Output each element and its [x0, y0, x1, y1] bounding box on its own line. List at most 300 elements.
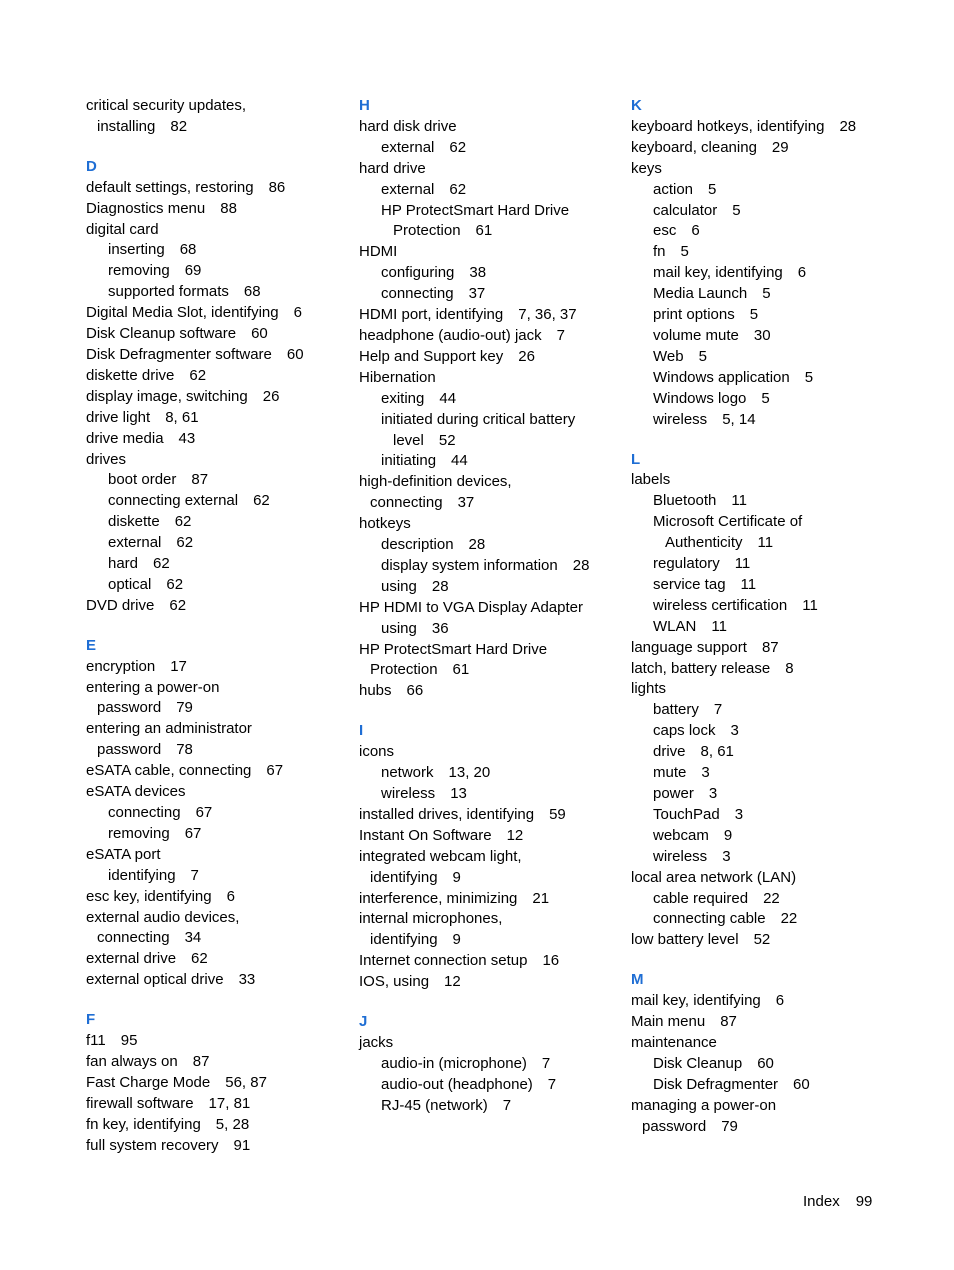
entry-term: jacks	[359, 1033, 394, 1051]
index-entry	[359, 868, 609, 889]
index-entry	[86, 698, 336, 719]
entry-page-ref: 61	[475, 222, 493, 240]
index-column-2	[359, 96, 609, 1117]
index-entry	[359, 784, 609, 805]
entry-term: drive media	[86, 429, 164, 447]
index-entry	[86, 178, 336, 199]
index-entry	[631, 410, 891, 431]
section-letter: I	[359, 722, 364, 740]
entry-term: eSATA port	[86, 845, 161, 863]
entry-term: service tag	[653, 575, 726, 593]
index-entry	[359, 326, 609, 347]
entry-page-ref: 95	[120, 1032, 138, 1050]
index-entry	[631, 554, 891, 575]
index-entry	[359, 598, 609, 619]
entry-page-ref: 44	[451, 452, 468, 470]
entry-term: icons	[359, 743, 395, 761]
index-entry	[359, 451, 609, 472]
entry-page-ref: 8	[785, 659, 794, 677]
index-entry	[631, 659, 891, 680]
index-entry	[86, 450, 336, 471]
index-section	[359, 1012, 609, 1117]
entry-page-ref: 7	[547, 1075, 557, 1093]
index-section	[359, 96, 609, 702]
entry-page-ref: 34	[184, 929, 202, 947]
entry-page-ref: 3	[734, 805, 744, 823]
index-entry	[631, 700, 891, 721]
index-entry	[86, 1031, 336, 1052]
entry-term: network	[381, 764, 434, 782]
entry-page-ref: 62	[166, 575, 184, 593]
index-entry	[86, 596, 336, 617]
entry-page-ref: 11	[802, 596, 818, 614]
entry-term: language support	[631, 638, 747, 656]
entry-term: encryption	[86, 657, 156, 675]
entry-term: interference, minimizing	[359, 889, 518, 907]
entry-page-ref: 7, 36, 37	[518, 306, 577, 324]
index-entry	[86, 345, 336, 366]
index-section	[631, 450, 891, 952]
entry-term: password	[97, 741, 162, 759]
entry-term: wireless certification	[653, 596, 788, 614]
index-entry	[631, 305, 891, 326]
index-entry	[631, 1096, 891, 1117]
entry-page-ref: 68	[179, 241, 197, 259]
footer-label: Index	[803, 1193, 840, 1210]
entry-page-ref: 6	[293, 304, 302, 322]
index-entry	[631, 221, 891, 242]
entry-term: HP ProtectSmart Hard Drive	[359, 640, 548, 658]
entry-term: Disk Cleanup software	[86, 325, 237, 343]
entry-term: installed drives, identifying	[359, 805, 535, 823]
page-number: 99	[855, 1193, 873, 1210]
entry-term: managing a power-on	[631, 1096, 777, 1114]
entry-term: Main menu	[631, 1013, 706, 1031]
index-entry	[631, 470, 891, 491]
index-entry	[631, 742, 891, 763]
entry-term: diskette drive	[86, 366, 175, 384]
index-entry	[631, 1033, 891, 1054]
index-entry	[359, 930, 609, 951]
index-entry	[86, 220, 336, 241]
entry-page-ref: 6	[226, 887, 235, 905]
entry-page-ref: 29	[771, 138, 789, 156]
entry-term: initiated during critical battery	[381, 410, 576, 428]
index-entry	[86, 1094, 336, 1115]
index-entry	[359, 242, 609, 263]
entry-term: HP ProtectSmart Hard Drive	[381, 201, 570, 219]
entry-page-ref: 17, 81	[208, 1094, 251, 1112]
entry-term: mail key, identifying	[653, 264, 783, 282]
entry-page-ref: 87	[761, 638, 779, 656]
entry-page-ref: 88	[220, 199, 237, 217]
entry-term: connecting	[108, 804, 181, 821]
entry-page-ref: 21	[532, 889, 550, 907]
index-entry	[86, 240, 336, 261]
index-entry	[86, 366, 336, 387]
index-entry	[359, 1054, 609, 1075]
entry-page-ref: 62	[176, 534, 194, 552]
entry-page-ref: 5	[749, 306, 759, 324]
index-entry	[631, 763, 891, 784]
index-entry	[86, 928, 336, 949]
index-section	[359, 721, 609, 993]
entry-term: connecting	[381, 285, 454, 303]
entry-page-ref: 60	[757, 1054, 774, 1072]
entry-term: Help and Support key	[359, 347, 504, 365]
entry-term: external	[381, 180, 435, 198]
index-entry	[86, 470, 336, 491]
index-section	[86, 1010, 336, 1156]
index-entry	[631, 284, 891, 305]
entry-term: HDMI port, identifying	[359, 306, 504, 324]
entry-page-ref: 5, 28	[215, 1115, 250, 1133]
entry-term: battery	[653, 701, 699, 719]
entry-term: audio-out (headphone)	[381, 1075, 533, 1093]
entry-term: installing	[97, 117, 156, 135]
entry-page-ref: 11	[740, 575, 757, 593]
entry-page-ref: 9	[452, 931, 461, 949]
index-entry	[631, 909, 891, 930]
entry-term: external	[108, 534, 162, 552]
entry-term: esc key, identifying	[86, 887, 212, 905]
index-section	[86, 96, 336, 138]
entry-term: drive	[653, 743, 686, 761]
index-entry	[631, 1012, 891, 1033]
entry-page-ref: 11	[731, 492, 747, 510]
entry-term: fn	[653, 243, 666, 261]
entry-term: TouchPad	[653, 805, 720, 823]
entry-page-ref: 87	[191, 471, 209, 489]
index-entry	[631, 180, 891, 201]
index-entry	[359, 431, 609, 452]
index-entry	[631, 805, 891, 826]
index-entry	[631, 1117, 891, 1138]
entry-term: external optical drive	[86, 971, 224, 989]
entry-page-ref: 17	[170, 657, 187, 675]
entry-page-ref: 12	[444, 973, 461, 991]
entry-term: audio-in (microphone)	[381, 1054, 527, 1072]
entry-term: caps lock	[653, 722, 716, 740]
entry-term: external	[381, 138, 435, 156]
index-entry	[631, 575, 891, 596]
entry-page-ref: 62	[153, 555, 170, 573]
index-entry	[86, 803, 336, 824]
index-entry	[631, 389, 891, 410]
index-entry	[359, 805, 609, 826]
entry-page-ref: 78	[176, 741, 193, 759]
index-entry	[359, 221, 609, 242]
entry-page-ref: 44	[439, 389, 457, 407]
entry-page-ref: 7	[556, 326, 565, 344]
entry-page-ref: 5	[762, 285, 771, 303]
entry-page-ref: 3	[722, 847, 731, 865]
entry-page-ref: 91	[233, 1136, 251, 1154]
entry-term: Fast Charge Mode	[86, 1073, 211, 1091]
entry-page-ref: 36	[431, 619, 449, 637]
entry-page-ref: 62	[191, 950, 208, 968]
entry-term: mute	[653, 764, 687, 782]
index-entry	[631, 1075, 891, 1096]
entry-term: default settings, restoring	[86, 178, 254, 196]
entry-term: inserting	[108, 241, 165, 259]
entry-page-ref: 61	[452, 661, 470, 679]
entry-term: connecting cable	[653, 910, 766, 928]
entry-term: fn key, identifying	[86, 1115, 201, 1133]
entry-term: Internet connection setup	[359, 952, 528, 970]
entry-page-ref: 26	[518, 347, 535, 365]
index-entry	[86, 970, 336, 991]
entry-term: headphone (audio-out) jack	[359, 326, 542, 344]
entry-term: using	[381, 577, 417, 595]
entry-term: labels	[631, 471, 671, 489]
index-entry	[359, 138, 609, 159]
entry-page-ref: 12	[506, 826, 524, 844]
entry-term: f11	[86, 1032, 106, 1050]
entry-term: Windows logo	[653, 389, 747, 407]
entry-page-ref: 59	[549, 805, 566, 823]
entry-page-ref: 3	[730, 722, 739, 740]
index-entry	[86, 761, 336, 782]
entry-term: DVD drive	[86, 596, 155, 614]
index-entry	[359, 1075, 609, 1096]
index-entry	[631, 117, 891, 138]
index-entry	[86, 117, 336, 138]
entry-page-ref: 37	[468, 285, 486, 303]
entry-page-ref: 52	[753, 931, 771, 949]
entry-term: eSATA devices	[86, 783, 186, 801]
entry-term: password	[642, 1117, 707, 1135]
entry-page-ref: 79	[721, 1117, 738, 1135]
index-entry	[86, 866, 336, 887]
entry-term: drive light	[86, 408, 151, 426]
index-entry	[359, 368, 609, 389]
index-entry	[86, 719, 336, 740]
entry-page-ref: 33	[238, 971, 256, 989]
entry-term: Hibernation	[359, 368, 436, 386]
entry-term: maintenance	[631, 1033, 717, 1051]
entry-page-ref: 11	[757, 534, 774, 552]
index-entry	[359, 847, 609, 868]
entry-term: local area network (LAN)	[631, 868, 797, 886]
section-letter: D	[86, 157, 97, 175]
index-entry	[631, 784, 891, 805]
entry-term: connecting	[97, 929, 170, 947]
entry-term: keys	[631, 159, 662, 177]
entry-term: volume mute	[653, 326, 739, 344]
index-entry	[86, 657, 336, 678]
entry-term: IOS, using	[359, 973, 430, 991]
index-entry	[631, 347, 891, 368]
entry-page-ref: 67	[266, 762, 284, 780]
entry-term: low battery level	[631, 931, 739, 949]
entry-page-ref: 28	[468, 536, 486, 554]
index-entry	[631, 201, 891, 222]
entry-page-ref: 5	[708, 180, 717, 198]
entry-page-ref: 7	[713, 701, 723, 719]
index-entry	[631, 847, 891, 868]
entry-term: Protection	[370, 661, 438, 679]
entry-page-ref: 7	[541, 1054, 551, 1072]
entry-term: lights	[631, 680, 667, 698]
index-entry	[86, 1052, 336, 1073]
index-entry	[359, 742, 609, 763]
index-entry	[359, 347, 609, 368]
entry-term: webcam	[653, 826, 709, 844]
entry-term: WLAN	[653, 617, 697, 635]
entry-term: identifying	[108, 866, 176, 884]
entry-page-ref: 28	[839, 117, 857, 135]
entry-page-ref: 6	[775, 992, 785, 1010]
index-entry	[359, 1096, 609, 1117]
entry-page-ref: 56, 87	[225, 1073, 267, 1091]
entry-term: Authenticity	[665, 534, 743, 552]
entry-page-ref: 26	[262, 387, 280, 405]
entry-term: drives	[86, 450, 127, 468]
entry-term: eSATA cable, connecting	[86, 762, 252, 780]
section-letter: J	[359, 1013, 368, 1031]
entry-page-ref: 43	[178, 429, 196, 447]
index-section	[631, 970, 891, 1137]
entry-term: Windows application	[653, 368, 790, 386]
entry-page-ref: 62	[189, 366, 207, 384]
entry-page-ref: 62	[253, 492, 270, 510]
entry-page-ref: 68	[243, 283, 261, 301]
entry-term: entering an administrator	[86, 720, 252, 738]
entry-term: password	[97, 699, 162, 717]
section-letter: F	[86, 1011, 96, 1029]
index-entry	[86, 96, 336, 117]
entry-page-ref: 28	[572, 556, 590, 574]
index-entry	[86, 324, 336, 345]
section-letter: K	[631, 97, 642, 114]
entry-page-ref: 13, 20	[448, 764, 491, 782]
entry-term: hard disk drive	[359, 117, 457, 135]
index-entry	[86, 491, 336, 512]
entry-term: mail key, identifying	[631, 992, 761, 1010]
entry-page-ref: 66	[406, 682, 424, 700]
index-section	[86, 157, 336, 617]
index-entry	[631, 1054, 891, 1075]
index-entry	[359, 619, 609, 640]
index-entry	[359, 909, 609, 930]
index-entry	[359, 1033, 609, 1054]
entry-page-ref: 11	[711, 617, 727, 635]
index-entry	[86, 408, 336, 429]
entry-page-ref: 5, 14	[722, 410, 756, 428]
entry-term: Disk Defragmenter	[653, 1075, 779, 1093]
index-entry	[86, 824, 336, 845]
entry-term: Disk Cleanup	[653, 1054, 743, 1072]
index-entry	[86, 908, 336, 929]
entry-page-ref: 13	[450, 785, 467, 802]
entry-term: action	[653, 180, 694, 198]
entry-term: RJ-45 (network)	[381, 1096, 488, 1114]
index-entry	[631, 868, 891, 889]
index-entry	[631, 679, 891, 700]
entry-page-ref: 7	[502, 1096, 512, 1114]
entry-page-ref: 52	[438, 431, 456, 449]
index-entry	[359, 763, 609, 784]
entry-term: configuring	[381, 264, 455, 282]
index-column-1	[86, 96, 336, 1157]
entry-page-ref: 67	[184, 824, 202, 842]
index-entry	[86, 282, 336, 303]
index-entry	[86, 387, 336, 408]
entry-term: connecting	[370, 494, 443, 512]
index-entry	[359, 951, 609, 972]
index-entry	[631, 826, 891, 847]
entry-term: Bluetooth	[653, 492, 717, 510]
entry-term: power	[653, 785, 694, 802]
index-entry	[359, 640, 609, 661]
entry-page-ref: 62	[174, 513, 192, 531]
index-entry	[359, 660, 609, 681]
entry-term: high-definition devices,	[359, 473, 512, 491]
entry-page-ref: 30	[753, 326, 771, 344]
page-footer	[803, 1192, 872, 1213]
entry-term: integrated webcam light,	[359, 847, 522, 865]
index-entry	[631, 617, 891, 638]
entry-page-ref: 3	[708, 785, 718, 802]
index-entry	[86, 949, 336, 970]
index-entry	[359, 389, 609, 410]
index-entry	[359, 889, 609, 910]
index-entry	[631, 159, 891, 180]
entry-page-ref: 8, 61	[700, 743, 734, 761]
index-entry	[86, 554, 336, 575]
index-entry	[631, 889, 891, 910]
index-entry	[631, 930, 891, 951]
entry-page-ref: 60	[251, 325, 268, 343]
entry-term: boot order	[108, 471, 177, 489]
entry-term: Disk Defragmenter software	[86, 345, 272, 363]
index-entry	[86, 199, 336, 220]
entry-page-ref: 60	[793, 1075, 810, 1093]
entry-page-ref: 28	[431, 577, 449, 595]
section-letter: M	[631, 971, 644, 989]
entry-page-ref: 79	[176, 699, 193, 717]
entry-page-ref: 6	[797, 264, 807, 282]
entry-page-ref: 82	[170, 117, 188, 135]
index-entry	[359, 493, 609, 514]
entry-page-ref: 37	[457, 494, 475, 512]
index-entry	[631, 491, 891, 512]
entry-page-ref: 16	[542, 952, 560, 970]
index-entry	[86, 1115, 336, 1136]
entry-term: wireless	[653, 410, 708, 428]
index-entry	[86, 429, 336, 450]
index-entry	[86, 1073, 336, 1094]
entry-term: Protection	[393, 222, 461, 240]
index-entry	[631, 263, 891, 284]
index-entry	[631, 991, 891, 1012]
index-entry	[631, 326, 891, 347]
entry-term: cable required	[653, 889, 749, 907]
entry-page-ref: 87	[720, 1013, 737, 1031]
entry-term: external audio devices,	[86, 908, 240, 926]
entry-page-ref: 62	[169, 596, 187, 614]
index-entry	[86, 740, 336, 761]
entry-term: entering a power-on	[86, 678, 220, 696]
index-entry	[359, 201, 609, 222]
index-entry	[631, 596, 891, 617]
entry-page-ref: 62	[449, 138, 467, 156]
entry-term: level	[393, 431, 424, 449]
entry-term: esc	[653, 222, 677, 240]
index-entry	[631, 721, 891, 742]
entry-page-ref: 5	[761, 389, 770, 407]
